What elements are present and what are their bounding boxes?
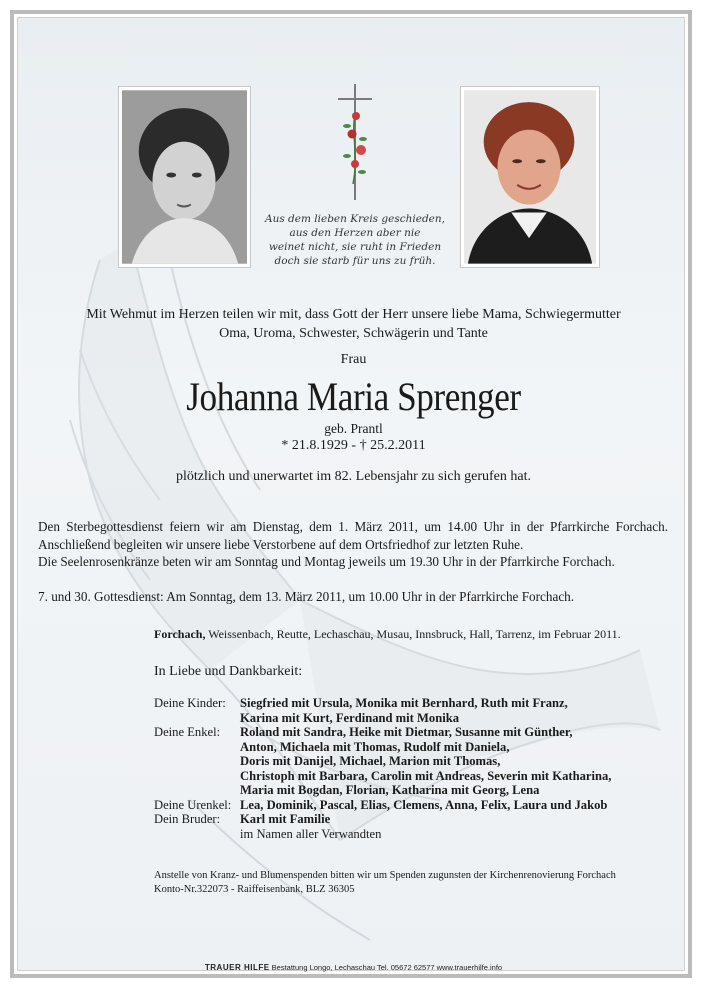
undertaker-brand: TRAUER HILFE bbox=[204, 963, 270, 972]
grandchildren-line: Roland mit Sandra, Heike mit Dietmar, Susanne mit Günther, bbox=[240, 725, 573, 739]
children-line: Karina mit Kurt, Ferdinand mit Monika bbox=[240, 710, 459, 725]
salutation: Frau bbox=[340, 352, 367, 367]
grandchildren-label: Deine Enkel: bbox=[154, 725, 221, 739]
great-grandchildren-row bbox=[154, 798, 611, 813]
donation-note bbox=[154, 869, 616, 897]
portrait-young-image bbox=[122, 90, 247, 264]
undertaker-footer bbox=[0, 963, 707, 972]
place-town: Forchach, bbox=[154, 627, 206, 641]
funeral-service-paragraph: Den Sterbegottesdienst feiern wir am Dienstag, dem 1. März 2011, um 14.00 Uhr in der Pfarrkirche Forchach. Anschließend begleiten wir unsere liebe Verstorbene auf dem Ortsfriedhof zur letzten Ruhe. bbox=[38, 519, 668, 552]
grandchildren-line: Doris mit Danijel, Michael, Marion mit Thomas, bbox=[240, 754, 501, 768]
love-gratitude-heading: In Liebe und Dankbarkeit: bbox=[154, 664, 303, 679]
portrait-photo-elderly bbox=[460, 86, 600, 268]
place-and-date bbox=[154, 627, 621, 642]
cross-with-roses-icon bbox=[335, 84, 375, 200]
intro-text bbox=[40, 305, 667, 343]
children-row bbox=[154, 696, 611, 725]
grandchildren-line: Christoph mit Barbara, Carolin mit Andreas, Severin mit Katharina, bbox=[240, 768, 612, 783]
portrait-elderly-image bbox=[464, 90, 596, 264]
passing-statement: plötzlich und unerwartet im 82. Lebensjahr zu sich gerufen hat. bbox=[176, 469, 531, 484]
grandchildren-line: Maria mit Bogdan, Florian, Katharina mit Georg, Lena bbox=[240, 783, 540, 797]
children-line: Siegfried mit Ursula, Monika mit Bernhard, Ruth mit Franz, bbox=[240, 696, 568, 710]
verse-line: Aus dem lieben Kreis geschieden, bbox=[264, 213, 445, 225]
memorial-mass-paragraph: 7. und 30. Gottesdienst: Am Sonntag, dem 13. März 2011, um 10.00 Uhr in der Pfarrkirche Forchach. bbox=[38, 589, 575, 604]
donation-line: Konto-Nr.322073 - Raiffeisenbank, BLZ 36305 bbox=[154, 884, 355, 895]
memorial-verse bbox=[260, 212, 450, 268]
rosary-paragraph: Die Seelenrosenkränze beten wir am Sonntag und Montag jeweils um 19.30 Uhr in der Pfarrkirche Forchach. bbox=[38, 554, 615, 569]
relatives-line: im Namen aller Verwandten bbox=[240, 826, 382, 841]
maiden-name: geb. Prantl bbox=[324, 421, 383, 436]
donation-line: Anstelle von Kranz- und Blumenspenden bitten wir um Spenden zugunsten der Kirchenrenovierung Forchach bbox=[154, 870, 616, 881]
family-list bbox=[154, 696, 611, 841]
verse-line: aus den Herzen aber nie bbox=[289, 227, 421, 239]
deceased-name: Johanna Maria Sprenger bbox=[186, 374, 521, 419]
grandchildren-line: Anton, Michaela mit Thomas, Rudolf mit Daniela, bbox=[240, 739, 510, 754]
grandchildren-row bbox=[154, 725, 611, 798]
portrait-photo-young bbox=[118, 86, 251, 268]
undertaker-contact: Bestattung Longo, Lechaschau Tel. 05672 62577 www.trauerhilfe.info bbox=[269, 963, 503, 972]
brother-label: Dein Bruder: bbox=[154, 812, 221, 826]
intro-line: Oma, Uroma, Schwester, Schwägerin und Tante bbox=[219, 326, 488, 341]
brother-line: Karl mit Familie bbox=[240, 812, 331, 826]
life-dates: * 21.8.1929 - † 25.2.2011 bbox=[281, 438, 426, 453]
verse-line: weinet nicht, sie ruht in Frieden bbox=[268, 241, 442, 253]
children-label: Deine Kinder: bbox=[154, 696, 226, 710]
great-grandchildren-label: Deine Urenkel: bbox=[154, 797, 232, 812]
brother-row bbox=[154, 812, 611, 841]
verse-line: doch sie starb für uns zu früh. bbox=[274, 255, 436, 267]
place-rest: Weissenbach, Reutte, Lechaschau, Musau, Innsbruck, Hall, Tarrenz, im Februar 2011. bbox=[205, 627, 621, 641]
intro-line: Mit Wehmut im Herzen teilen wir mit, dass Gott der Herr unsere liebe Mama, Schwiegermutter bbox=[86, 307, 621, 322]
great-grandchildren-line: Lea, Dominik, Pascal, Elias, Clemens, Anna, Felix, Laura und Jakob bbox=[240, 797, 608, 812]
